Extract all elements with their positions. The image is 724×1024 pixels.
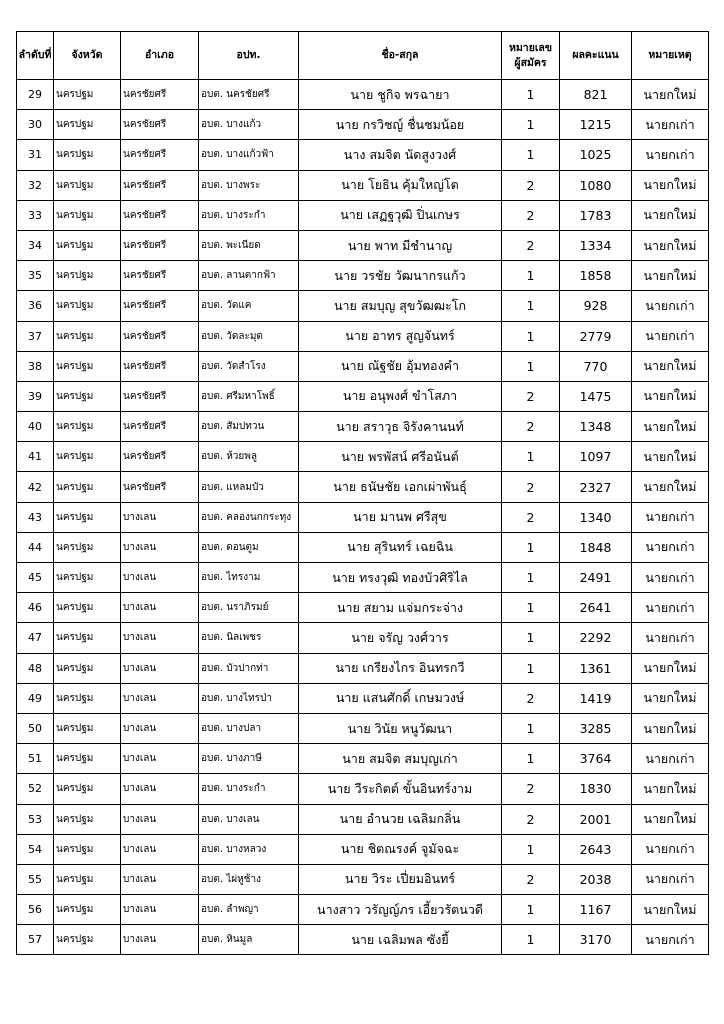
cell-candidate-no: 1 [502,351,560,381]
cell-candidate-no: 2 [502,864,560,894]
cell-no: 44 [17,532,54,562]
cell-district: บางเลน [121,713,199,743]
table-row [17,774,709,804]
cell-candidate-no: 2 [502,230,560,260]
cell-note: นายกใหม่ [632,381,709,411]
cell-district: นครชัยศรี [121,291,199,321]
cell-province: นครปฐม [54,291,121,321]
cell-candidate-no: 2 [502,774,560,804]
cell-no: 31 [17,140,54,170]
cell-note: นายกเก่า [632,291,709,321]
table-row [17,713,709,743]
cell-no: 54 [17,834,54,864]
table-row [17,925,709,955]
cell-candidate-no: 1 [502,744,560,774]
cell-org: อบต. บัวปากท่า [199,653,299,683]
cell-score: 928 [560,291,632,321]
cell-name: นาย สราวุธ จิรังคานนท์ [299,412,502,442]
table-header [17,32,709,80]
table-row [17,170,709,200]
table-row [17,200,709,230]
cell-org: อบต. นครชัยศรี [199,80,299,110]
cell-org: อบต. วัดสำโรง [199,351,299,381]
cell-district: นครชัยศรี [121,412,199,442]
cell-province: นครปฐม [54,412,121,442]
cell-no: 45 [17,563,54,593]
header-candidate-no-line1: หมายเลข [508,41,553,54]
cell-score: 2641 [560,593,632,623]
cell-candidate-no: 1 [502,261,560,291]
cell-org: อบต. บางหลวง [199,834,299,864]
cell-province: นครปฐม [54,834,121,864]
cell-org: อบต. บางพระ [199,170,299,200]
cell-score: 821 [560,80,632,110]
cell-org: อบต. บางแก้วฟ้า [199,140,299,170]
cell-candidate-no: 2 [502,170,560,200]
header-score: ผลคะแนน [560,32,632,80]
cell-org: อบต. บางระกำ [199,774,299,804]
table-row [17,442,709,472]
cell-score: 2292 [560,623,632,653]
cell-candidate-no: 1 [502,442,560,472]
cell-candidate-no: 1 [502,925,560,955]
cell-org: อบต. แหลมบัว [199,472,299,502]
cell-no: 55 [17,864,54,894]
header-candidate-no [502,32,560,80]
cell-note: นายกเก่า [632,140,709,170]
header-org: อปท. [199,32,299,80]
cell-province: นครปฐม [54,80,121,110]
cell-no: 29 [17,80,54,110]
table-row [17,653,709,683]
cell-district: บางเลน [121,532,199,562]
cell-candidate-no: 1 [502,713,560,743]
cell-note: นายกใหม่ [632,80,709,110]
cell-name: นาย เฉลิมพล ซังยี้ [299,925,502,955]
cell-district: นครชัยศรี [121,200,199,230]
header-no: ลำดับที่ [17,32,54,80]
cell-province: นครปฐม [54,774,121,804]
cell-score: 2491 [560,563,632,593]
table-row [17,744,709,774]
cell-score: 1830 [560,774,632,804]
cell-province: นครปฐม [54,502,121,532]
cell-org: อบต. พะเนียด [199,230,299,260]
cell-district: บางเลน [121,502,199,532]
table-row [17,321,709,351]
cell-candidate-no: 2 [502,804,560,834]
cell-no: 32 [17,170,54,200]
cell-no: 56 [17,895,54,925]
cell-province: นครปฐม [54,744,121,774]
cell-candidate-no: 1 [502,140,560,170]
cell-name: นางสาว วรัญญ์ภร เอี้ยวรัตนวดี [299,895,502,925]
cell-score: 1080 [560,170,632,200]
cell-note: นายกเก่า [632,321,709,351]
cell-province: นครปฐม [54,140,121,170]
table-row [17,623,709,653]
cell-district: บางเลน [121,895,199,925]
table-row [17,834,709,864]
cell-note: นายกเก่า [632,110,709,140]
cell-candidate-no: 1 [502,80,560,110]
cell-province: นครปฐม [54,683,121,713]
cell-district: นครชัยศรี [121,140,199,170]
cell-note: นายกใหม่ [632,442,709,472]
cell-name: นาย อาทร สูญจันทร์ [299,321,502,351]
cell-org: อบต. บางระกำ [199,200,299,230]
cell-name: นาย ชิตณรงค์ จูมัจฉะ [299,834,502,864]
cell-name: นาย พาท มีชำนาญ [299,230,502,260]
cell-score: 3764 [560,744,632,774]
cell-candidate-no: 2 [502,381,560,411]
cell-note: นายกเก่า [632,744,709,774]
cell-district: นครชัยศรี [121,442,199,472]
table-row [17,230,709,260]
cell-district: บางเลน [121,593,199,623]
cell-candidate-no: 1 [502,834,560,864]
cell-note: นายกใหม่ [632,170,709,200]
cell-name: นาย ธนัษชัย เอกเผ่าพันธุ์ [299,472,502,502]
header-note: หมายเหตุ [632,32,709,80]
cell-org: อบต. บางภาษี [199,744,299,774]
cell-score: 1340 [560,502,632,532]
cell-province: นครปฐม [54,261,121,291]
cell-name: นาย ณัฐชัย อุ้มทองคำ [299,351,502,381]
table-row [17,80,709,110]
cell-score: 2038 [560,864,632,894]
cell-district: นครชัยศรี [121,261,199,291]
cell-note: นายกใหม่ [632,683,709,713]
cell-province: นครปฐม [54,864,121,894]
table-row [17,110,709,140]
cell-note: นายกเก่า [632,593,709,623]
cell-score: 1783 [560,200,632,230]
cell-no: 30 [17,110,54,140]
cell-no: 38 [17,351,54,381]
cell-province: นครปฐม [54,623,121,653]
table-row [17,864,709,894]
cell-province: นครปฐม [54,321,121,351]
cell-no: 46 [17,593,54,623]
cell-org: อบต. บางไทรป่า [199,683,299,713]
cell-name: นาย สมจิต สมบุญเก่า [299,744,502,774]
table-row [17,140,709,170]
cell-province: นครปฐม [54,442,121,472]
cell-note: นายกเก่า [632,532,709,562]
table-row [17,291,709,321]
cell-candidate-no: 1 [502,593,560,623]
cell-province: นครปฐม [54,110,121,140]
cell-no: 50 [17,713,54,743]
cell-org: อบต. ลำพญา [199,895,299,925]
cell-score: 1334 [560,230,632,260]
cell-candidate-no: 1 [502,291,560,321]
cell-org: อบต. ห้วยพลู [199,442,299,472]
cell-candidate-no: 2 [502,472,560,502]
cell-province: นครปฐม [54,381,121,411]
cell-province: นครปฐม [54,804,121,834]
cell-org: อบต. วัดแค [199,291,299,321]
cell-score: 1858 [560,261,632,291]
cell-district: นครชัยศรี [121,472,199,502]
table-row [17,472,709,502]
cell-no: 42 [17,472,54,502]
cell-no: 34 [17,230,54,260]
table-row [17,351,709,381]
cell-no: 39 [17,381,54,411]
cell-no: 40 [17,412,54,442]
cell-score: 1167 [560,895,632,925]
cell-province: นครปฐม [54,563,121,593]
cell-score: 1475 [560,381,632,411]
cell-score: 1848 [560,532,632,562]
header-district: อำเภอ [121,32,199,80]
cell-score: 1097 [560,442,632,472]
cell-note: นายกใหม่ [632,261,709,291]
cell-province: นครปฐม [54,200,121,230]
cell-no: 53 [17,804,54,834]
cell-district: บางเลน [121,804,199,834]
table-row [17,593,709,623]
cell-org: อบต. ไทรงาม [199,563,299,593]
cell-province: นครปฐม [54,351,121,381]
cell-district: นครชัยศรี [121,110,199,140]
cell-province: นครปฐม [54,472,121,502]
results-table [16,31,709,955]
cell-score: 1361 [560,653,632,683]
table-body [17,80,709,955]
cell-org: อบต. บางแก้ว [199,110,299,140]
cell-province: นครปฐม [54,593,121,623]
cell-score: 770 [560,351,632,381]
table-row [17,412,709,442]
cell-score: 1215 [560,110,632,140]
cell-no: 47 [17,623,54,653]
cell-name: นาย จรัญ วงศ์วาร [299,623,502,653]
cell-no: 48 [17,653,54,683]
cell-name: นาย อำนวย เฉลิมกลิ่น [299,804,502,834]
cell-province: นครปฐม [54,895,121,925]
cell-note: นายกเก่า [632,623,709,653]
cell-org: อบต. วัดละมุด [199,321,299,351]
cell-candidate-no: 1 [502,623,560,653]
cell-score: 3285 [560,713,632,743]
cell-note: นายกใหม่ [632,804,709,834]
cell-note: นายกใหม่ [632,774,709,804]
cell-score: 2779 [560,321,632,351]
cell-candidate-no: 1 [502,653,560,683]
cell-note: นายกใหม่ [632,472,709,502]
cell-note: นายกเก่า [632,563,709,593]
cell-name: นาย กรวิชญ์ ชื่นชมน้อย [299,110,502,140]
cell-name: นาย วินัย หนูวัฒนา [299,713,502,743]
cell-province: นครปฐม [54,713,121,743]
cell-name: นาย สมบุญ สุขวัฒฒะโก [299,291,502,321]
cell-org: อบต. คลองนกกระทุง [199,502,299,532]
cell-org: อบต. ไผ่หูช้าง [199,864,299,894]
cell-province: นครปฐม [54,230,121,260]
cell-no: 36 [17,291,54,321]
cell-district: บางเลน [121,864,199,894]
table-row [17,563,709,593]
cell-name: นาย อนุพงศ์ ขำโสภา [299,381,502,411]
header-candidate-no-line2: ผู้สมัคร [514,56,547,69]
table-row [17,381,709,411]
cell-note: นายกใหม่ [632,653,709,683]
table-row [17,532,709,562]
cell-district: บางเลน [121,683,199,713]
cell-name: นาย เกรียงไกร อินทรกวี [299,653,502,683]
cell-district: นครชัยศรี [121,351,199,381]
cell-candidate-no: 2 [502,502,560,532]
cell-no: 33 [17,200,54,230]
cell-candidate-no: 2 [502,683,560,713]
cell-org: อบต. นราภิรมย์ [199,593,299,623]
cell-name: นาย เสฏฐวุฒิ ปิ่นเกษร [299,200,502,230]
table-row [17,261,709,291]
cell-note: นายกใหม่ [632,200,709,230]
cell-note: นายกใหม่ [632,230,709,260]
cell-name: นาย พรพัสน์ ศรีอนันต์ [299,442,502,472]
cell-score: 2643 [560,834,632,864]
cell-name: นาง สมจิต นัดสูงวงศ์ [299,140,502,170]
cell-org: อบต. บางเลน [199,804,299,834]
header-name: ชื่อ-สกุล [299,32,502,80]
cell-district: นครชัยศรี [121,381,199,411]
cell-province: นครปฐม [54,532,121,562]
table-row [17,683,709,713]
cell-district: บางเลน [121,744,199,774]
cell-org: อบต. ศรีมหาโพธิ์ [199,381,299,411]
cell-note: นายกใหม่ [632,412,709,442]
cell-org: อบต. บางปลา [199,713,299,743]
cell-note: นายกใหม่ [632,351,709,381]
cell-no: 57 [17,925,54,955]
cell-score: 1419 [560,683,632,713]
cell-score: 1025 [560,140,632,170]
cell-note: นายกเก่า [632,925,709,955]
cell-name: นาย ทรงวุฒิ ทองบัวศิริไล [299,563,502,593]
cell-name: นาย วรชัย วัฒนากรแก้ว [299,261,502,291]
cell-name: นาย สุรินทร์ เฉยฉิน [299,532,502,562]
cell-score: 2327 [560,472,632,502]
cell-name: นาย วีระกิตต์ ขั้นอินทร์งาม [299,774,502,804]
cell-no: 35 [17,261,54,291]
cell-district: บางเลน [121,834,199,864]
cell-name: นาย สยาม แจ่มกระจ่าง [299,593,502,623]
cell-candidate-no: 1 [502,110,560,140]
cell-candidate-no: 1 [502,532,560,562]
cell-score: 1348 [560,412,632,442]
cell-district: นครชัยศรี [121,230,199,260]
cell-note: นายกเก่า [632,864,709,894]
cell-no: 37 [17,321,54,351]
cell-no: 52 [17,774,54,804]
cell-candidate-no: 1 [502,895,560,925]
table-row [17,502,709,532]
cell-candidate-no: 2 [502,200,560,230]
cell-province: นครปฐม [54,925,121,955]
cell-no: 43 [17,502,54,532]
cell-district: บางเลน [121,653,199,683]
cell-org: อบต. ลานตากฟ้า [199,261,299,291]
cell-district: นครชัยศรี [121,321,199,351]
cell-score: 2001 [560,804,632,834]
header-row [17,32,709,80]
cell-org: อบต. สัมปทวน [199,412,299,442]
cell-candidate-no: 1 [502,321,560,351]
header-province: จังหวัด [54,32,121,80]
cell-score: 3170 [560,925,632,955]
cell-name: นาย โยธิน คุ้มใหญ่โต [299,170,502,200]
cell-district: บางเลน [121,623,199,653]
cell-district: นครชัยศรี [121,170,199,200]
cell-org: อบต. นิลเพชร [199,623,299,653]
cell-note: นายกเก่า [632,502,709,532]
cell-province: นครปฐม [54,170,121,200]
cell-district: บางเลน [121,774,199,804]
cell-no: 41 [17,442,54,472]
cell-org: อบต. ดอนตูม [199,532,299,562]
cell-district: บางเลน [121,925,199,955]
cell-district: บางเลน [121,563,199,593]
cell-note: นายกเก่า [632,834,709,864]
cell-candidate-no: 2 [502,412,560,442]
cell-note: นายกใหม่ [632,895,709,925]
cell-name: นาย มานพ ศรีสุข [299,502,502,532]
cell-province: นครปฐม [54,653,121,683]
cell-org: อบต. หินมูล [199,925,299,955]
cell-no: 49 [17,683,54,713]
cell-name: นาย ชูกิจ พรฉายา [299,80,502,110]
cell-name: นาย วิระ เปี่ยมอินทร์ [299,864,502,894]
cell-district: นครชัยศรี [121,80,199,110]
cell-no: 51 [17,744,54,774]
cell-note: นายกใหม่ [632,713,709,743]
table-row [17,804,709,834]
table-row [17,895,709,925]
cell-candidate-no: 1 [502,563,560,593]
cell-name: นาย แสนศักดิ์ เกษมวงษ์ [299,683,502,713]
